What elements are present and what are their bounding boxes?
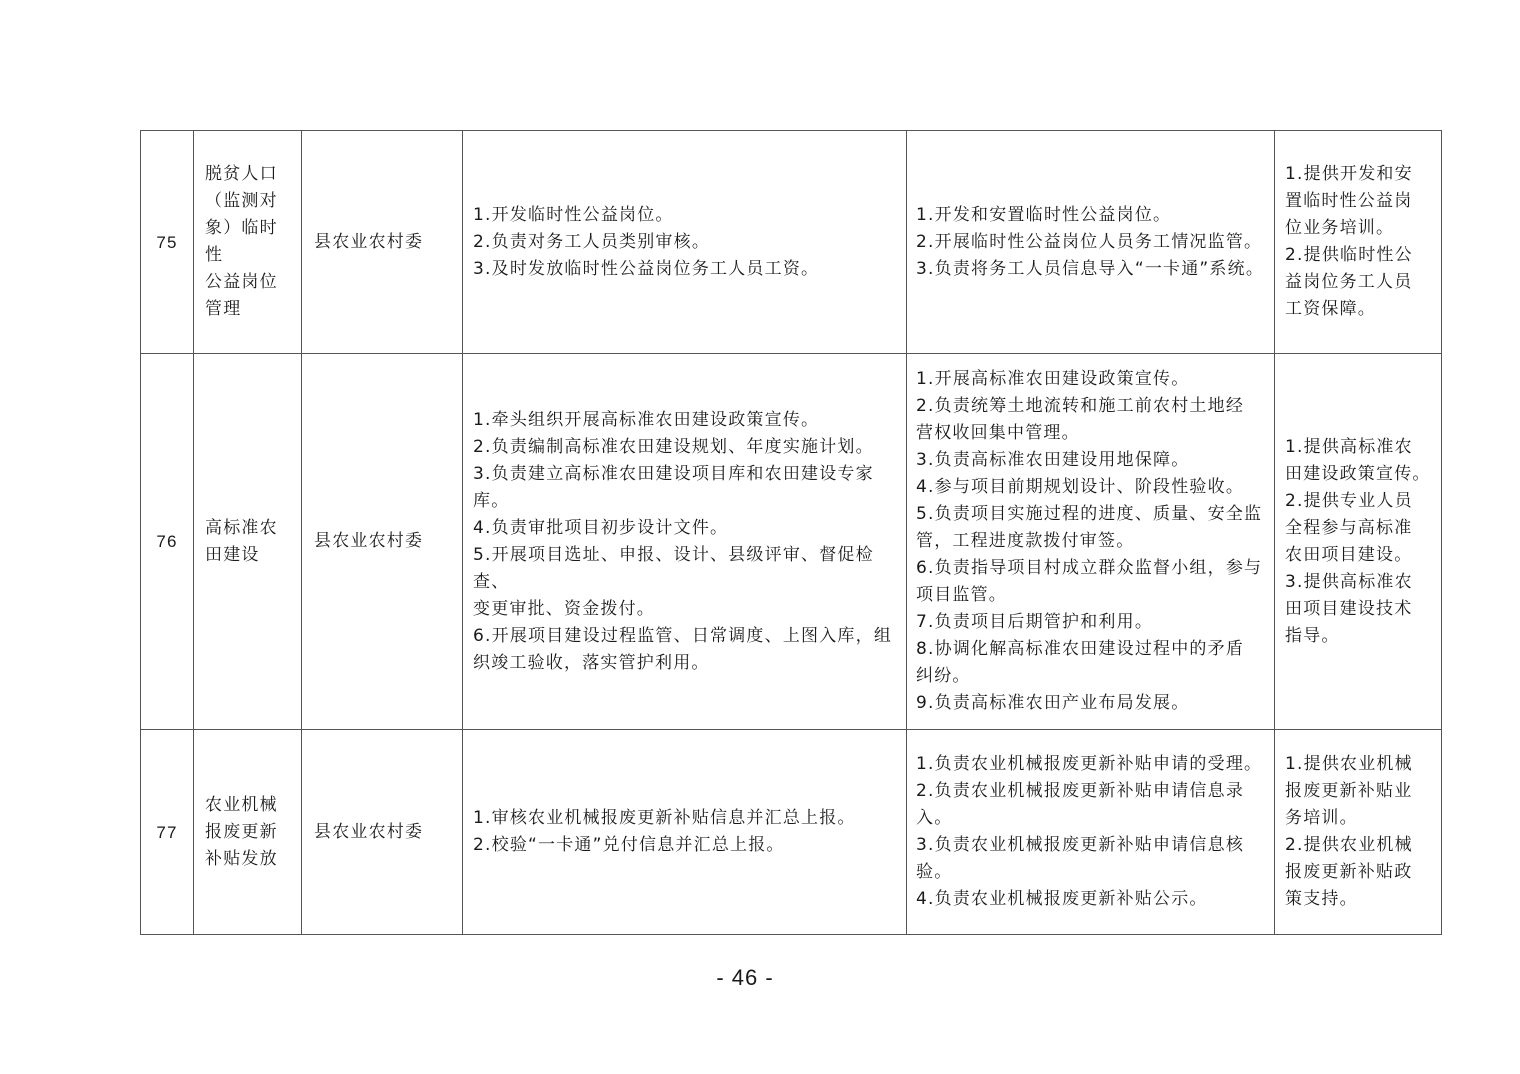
cell-line: 1.提供开发和安 [1285,164,1413,184]
cell-line: 位业务培训。 [1285,218,1395,238]
cell-line: 5.开展项目选址、申报、设计、县级评审、督促检查、 [473,544,874,592]
cell-line: 田建设 [205,544,260,565]
cell-line: 报废更新补贴业 [1285,781,1413,801]
row-number: 75 [141,131,194,354]
cell-line: 公益岗位 [205,272,278,292]
responsible-unit: 县农业农村委 [302,730,463,935]
cell-line: 6.开展项目建设过程监管、日常调度、上图入库，组 [473,625,893,646]
county-duties-cell [463,131,907,354]
cell-line: 2.负责编制高标准农田建设规划、年度实施计划。 [473,436,874,457]
cell-line: 置临时性公益岗 [1285,191,1413,211]
cell-line: 2.提供专业人员 [1285,490,1413,511]
cell-line: 田建设政策宣传。 [1285,463,1431,484]
cell-line: 4.参与项目前期规划设计、阶段性验收。 [916,477,1245,497]
item-name-cell [194,131,302,354]
cell-line: 策支持。 [1285,889,1358,909]
cell-line: 纠纷。 [916,666,971,686]
row-number: 77 [141,730,194,935]
cell-line: 3.负责建立高标准农田建设项目库和农田建设专家 [473,463,874,484]
cell-line: 1.开发临时性公益岗位。 [473,204,674,225]
cell-line: 织竣工验收，落实管护利用。 [473,652,710,673]
cell-line: 2.校验“一卡通”兑付信息并汇总上报。 [473,835,785,855]
cell-line: 益岗位务工人员 [1285,272,1413,292]
table-row [141,131,1442,354]
cell-line: 高标准农 [205,517,278,538]
responsible-unit: 县农业农村委 [302,131,463,354]
cell-line: 4.负责农业机械报废更新补贴公示。 [916,889,1208,909]
cell-line: 2.提供农业机械 [1285,835,1413,855]
cell-line: 田项目建设技术 [1285,598,1413,619]
cell-line: 2.负责对务工人员类别审核。 [473,231,711,252]
cell-line: 1.提供高标准农 [1285,436,1413,457]
page-number: - 46 - [716,965,774,990]
cell-line: 管，工程进度款拨付审签。 [916,531,1135,551]
cell-line: 3.负责高标准农田建设用地保障。 [916,450,1190,470]
cell-line: 4.负责审批项目初步设计文件。 [473,517,729,538]
cell-line: 2.开展临时性公益岗位人员务工情况监管。 [916,231,1263,252]
county-duties-cell [463,354,907,730]
town-duties-cell [907,730,1275,935]
cell-line: 补贴发放 [205,848,278,869]
cell-line: （监测对 [205,191,278,211]
item-name-cell [194,354,302,730]
cell-line: 3.负责将务工人员信息导入“一卡通”系统。 [916,258,1265,279]
table-body [141,131,1442,935]
cell-line: 7.负责项目后期管护和利用。 [916,612,1154,632]
county-duties-cell [463,730,907,935]
cell-line: 2.负责统筹土地流转和施工前农村土地经 [916,396,1245,416]
town-duties-cell [907,354,1275,730]
cell-line: 9.负责高标准农田产业布局发展。 [916,693,1190,713]
responsibility-table [140,130,1442,935]
cell-line: 1.负责农业机械报废更新补贴申请的受理。 [916,754,1263,774]
table-row [141,354,1442,730]
cell-line: 管理 [205,299,242,319]
row-number: 76 [141,354,194,730]
cell-line: 3.提供高标准农 [1285,571,1413,592]
cell-line: 脱贫人口 [205,164,278,184]
cell-line: 全程参与高标准 [1285,517,1413,538]
item-name-cell [194,730,302,935]
cell-line: 2.提供临时性公 [1285,245,1413,265]
table-row [141,730,1442,935]
support-duties-cell [1275,131,1442,354]
cell-line: 3.负责农业机械报废更新补贴申请信息核 [916,835,1245,855]
cell-line: 工资保障。 [1285,299,1376,319]
cell-line: 报废更新 [205,821,278,842]
cell-line: 1.牵头组织开展高标准农田建设政策宣传。 [473,409,820,430]
cell-line: 1.审核农业机械报废更新补贴信息并汇总上报。 [473,808,856,828]
cell-line: 农业机械 [205,794,278,815]
cell-line: 1.开展高标准农田建设政策宣传。 [916,369,1190,389]
responsible-unit: 县农业农村委 [302,354,463,730]
cell-line: 变更审批、资金拨付。 [473,598,655,619]
support-duties-cell [1275,354,1442,730]
cell-line: 象）临时性 [205,218,278,265]
cell-line: 1.开发和安置临时性公益岗位。 [916,204,1172,225]
cell-line: 验。 [916,862,953,882]
cell-line: 8.协调化解高标准农田建设过程中的矛盾 [916,639,1245,659]
cell-line: 6.负责指导项目村成立群众监督小组，参与 [916,558,1263,578]
cell-line: 5.负责项目实施过程的进度、质量、安全监 [916,504,1263,524]
cell-line: 2.负责农业机械报废更新补贴申请信息录 [916,781,1245,801]
cell-line: 报废更新补贴政 [1285,862,1413,882]
cell-line: 营权收回集中管理。 [916,423,1080,443]
cell-line: 入。 [916,808,953,828]
cell-line: 务培训。 [1285,808,1358,828]
cell-line: 农田项目建设。 [1285,544,1413,565]
cell-line: 项目监管。 [916,585,1007,605]
support-duties-cell [1275,730,1442,935]
town-duties-cell [907,131,1275,354]
cell-line: 库。 [473,490,510,511]
cell-line: 3.及时发放临时性公益岗位务工人员工资。 [473,258,820,279]
cell-line: 指导。 [1285,625,1340,646]
cell-line: 1.提供农业机械 [1285,754,1413,774]
